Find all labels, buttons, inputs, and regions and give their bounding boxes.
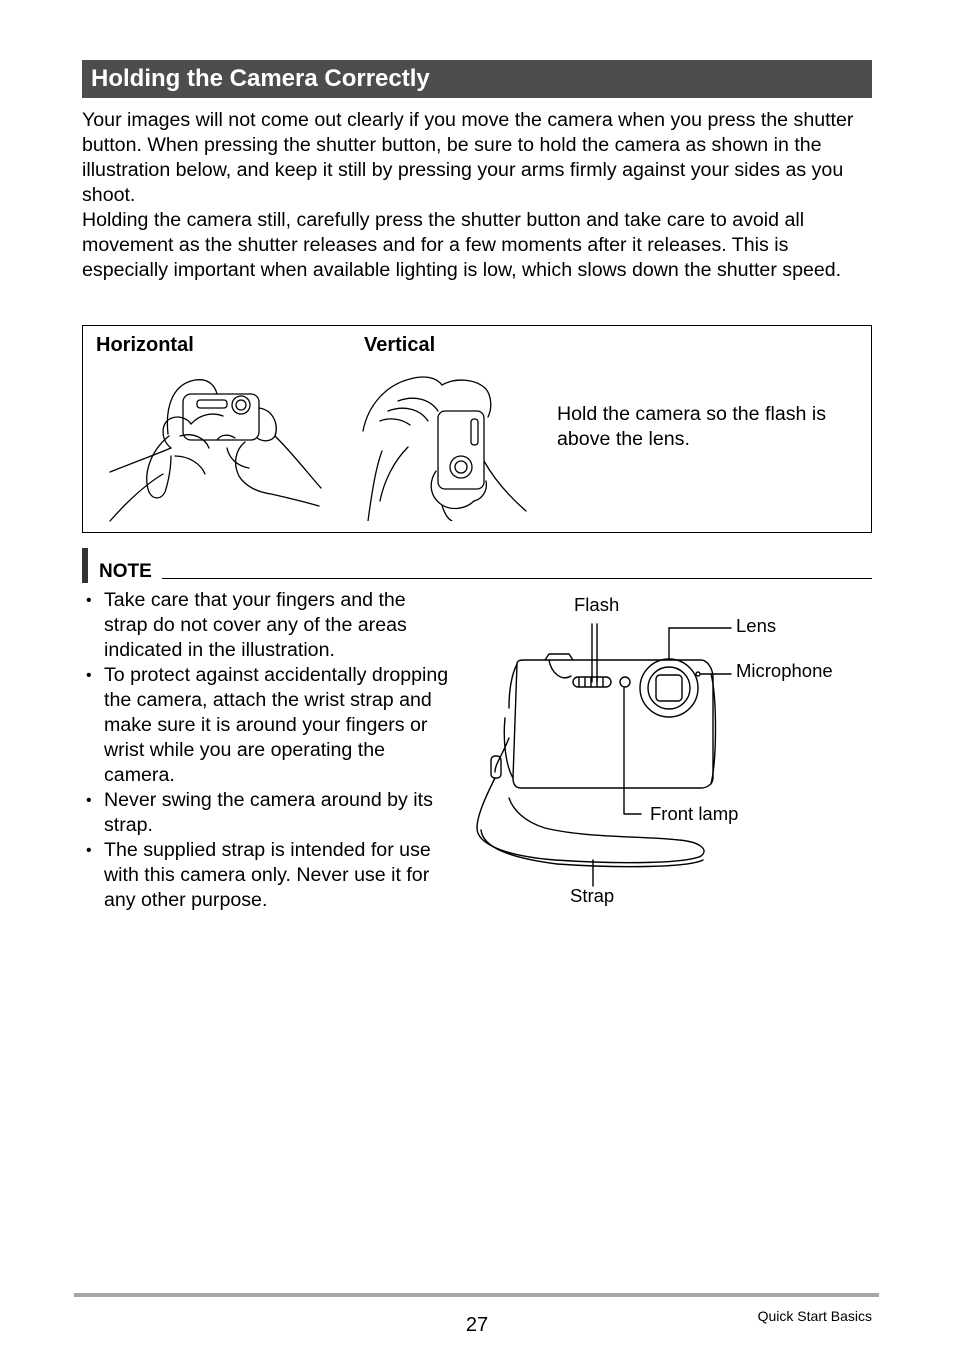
page-number: 27 [465,1314,489,1336]
note-marker [82,548,88,583]
strap-label: Strap [570,885,615,906]
camera-front-drawing [465,588,865,918]
intro-text [82,108,872,283]
camera-parts-diagram [465,588,865,918]
note-item: • The supplied strap is intended for use with this camera only. Never use it for any other purpose. [82,838,452,913]
footer-divider [74,1293,879,1297]
horizontal-hold-illustration [105,376,330,524]
intro-paragraph-1: Your images will not come out clearly if you move the camera when you press the shutter button. When pressing the shutter button, be sure to hold the camera as shown in the illustration below, and keep it still by pressing your arms firmly against your sides as you shoot. [82,109,854,206]
horizontal-label: Horizontal [96,334,194,356]
vertical-hold-illustration [358,371,533,521]
note-item: • Take care that your fingers and the strap do not cover any of the areas indicated in the illustration. [82,588,452,663]
lens-label: Lens [736,615,777,636]
note-header [82,548,872,584]
flash-label: Flash [574,594,620,615]
front-lamp-label: Front lamp [650,803,739,824]
note-label: NOTE [99,561,152,582]
footer-section-name: Quick Start Basics [757,1308,872,1324]
intro-paragraph-2: Holding the camera still, carefully press the shutter button and take care to avoid all movement as the shutter releases and for a few moments after it releases. This is especially important when available lighting is low, which slows down the shutter speed. [82,209,842,281]
holding-illustration-box [82,325,872,533]
note-divider [162,578,872,579]
note-item: • Never swing the camera around by its strap. [82,788,452,838]
hold-instruction-text: Hold the camera so the flash is above the lens. [557,403,827,450]
note-item: • To protect against accidentally dropping the camera, attach the wrist strap and make sure it is around your fingers or wrist while you are operating the camera. [82,663,452,788]
vertical-label: Vertical [364,334,436,356]
note-list [82,588,452,913]
section-title: Holding the Camera Correctly [82,60,872,98]
microphone-label: Microphone [736,660,833,681]
